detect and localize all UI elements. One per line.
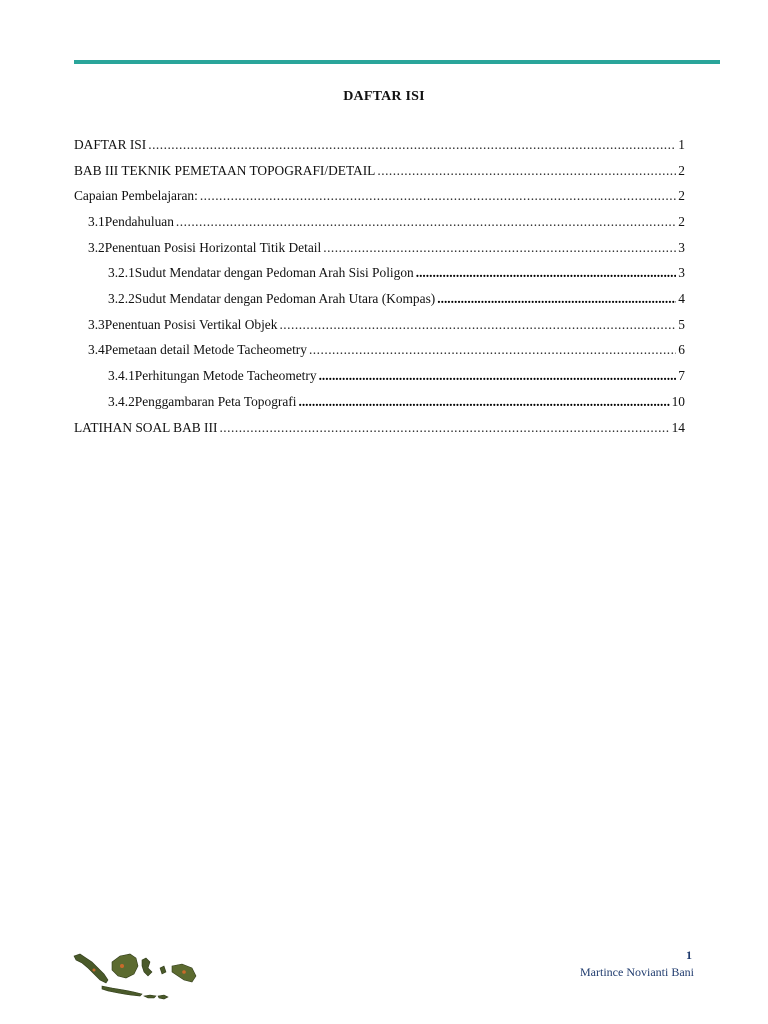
toc-entry-number: 3.4.1 [108,368,135,383]
toc-entry-page: 3 [678,265,685,280]
toc-entry[interactable] [74,342,685,362]
toc-entry-page: 10 [671,394,685,409]
toc-leader [416,265,677,281]
toc-entry-number: 3.1 [88,214,105,229]
toc-entry-page: 1 [678,137,685,152]
toc-entry-page: 14 [671,420,685,435]
toc-entry-page: 3 [678,240,685,255]
footer-author: Martince Novianti Bani [580,965,694,979]
toc-entry-label: Penentuan Posisi Horizontal Titik Detail [104,240,322,255]
toc-entry-label: BAB III TEKNIK PEMETAAN TOPOGRAFI/DETAIL [74,163,376,178]
toc-entry[interactable] [74,240,685,260]
toc-leader [176,214,676,230]
toc-entry-label: Capaian Pembelajaran: [74,188,198,203]
toc-entry[interactable] [74,163,685,183]
toc-leader [200,188,676,204]
toc-entry-label: Sudut Mendatar dengan Pedoman Arah Sisi Poligon [134,265,414,280]
toc-entry[interactable] [74,137,685,157]
page-title: DAFTAR ISI [343,89,425,104]
toc-leader [377,163,676,179]
toc-entry-page: 4 [678,291,685,306]
toc-leader [298,394,669,410]
toc-entry-label: DAFTAR ISI [74,137,147,152]
toc-entry-page: 2 [678,214,685,229]
toc-entry-number: 3.3 [88,317,105,332]
toc-entry[interactable] [74,317,685,337]
toc-entry[interactable] [74,188,685,208]
toc-leader [323,240,676,256]
toc-leader [437,291,676,307]
toc-leader [279,317,676,333]
toc-leader [309,342,676,358]
toc-entry-page: 2 [678,163,685,178]
header-rule [74,60,720,64]
toc-leader [319,368,677,384]
toc-entry-number: 3.2.2 [108,291,135,306]
toc-entry-page: 2 [678,188,685,203]
toc-entry-label: Pemetaan detail Metode Tacheometry [104,342,307,357]
toc-entry[interactable] [74,368,685,388]
toc-entry-label: Pendahuluan [104,214,174,229]
toc-entry-number: 3.2.1 [108,265,135,280]
toc-entry-page: 5 [678,317,685,332]
toc-entry-number: 3.2 [88,240,105,255]
toc-entry-label: Perhitungan Metode Tacheometry [134,368,317,383]
toc-entry[interactable] [74,265,685,285]
toc-entry-label: LATIHAN SOAL BAB III [74,420,218,435]
toc-entry[interactable] [74,420,685,440]
toc-entry[interactable] [74,394,685,414]
indonesia-map-icon [72,950,198,1008]
toc-leader [148,137,676,153]
toc-entry-label: Sudut Mendatar dengan Pedoman Arah Utara (Kompas) [134,291,436,306]
toc-entry-label: Penggambaran Peta Topografi [134,394,297,409]
toc-entry-label: Penentuan Posisi Vertikal Objek [104,317,278,332]
toc-leader [219,420,669,436]
footer-page-number: 1 [686,948,692,962]
toc-entry[interactable] [74,291,685,311]
toc-entry-page: 6 [678,342,685,357]
toc-entry-page: 7 [678,368,685,383]
toc-entry[interactable] [74,214,685,234]
toc-entry-number: 3.4 [88,342,105,357]
toc-entry-number: 3.4.2 [108,394,135,409]
